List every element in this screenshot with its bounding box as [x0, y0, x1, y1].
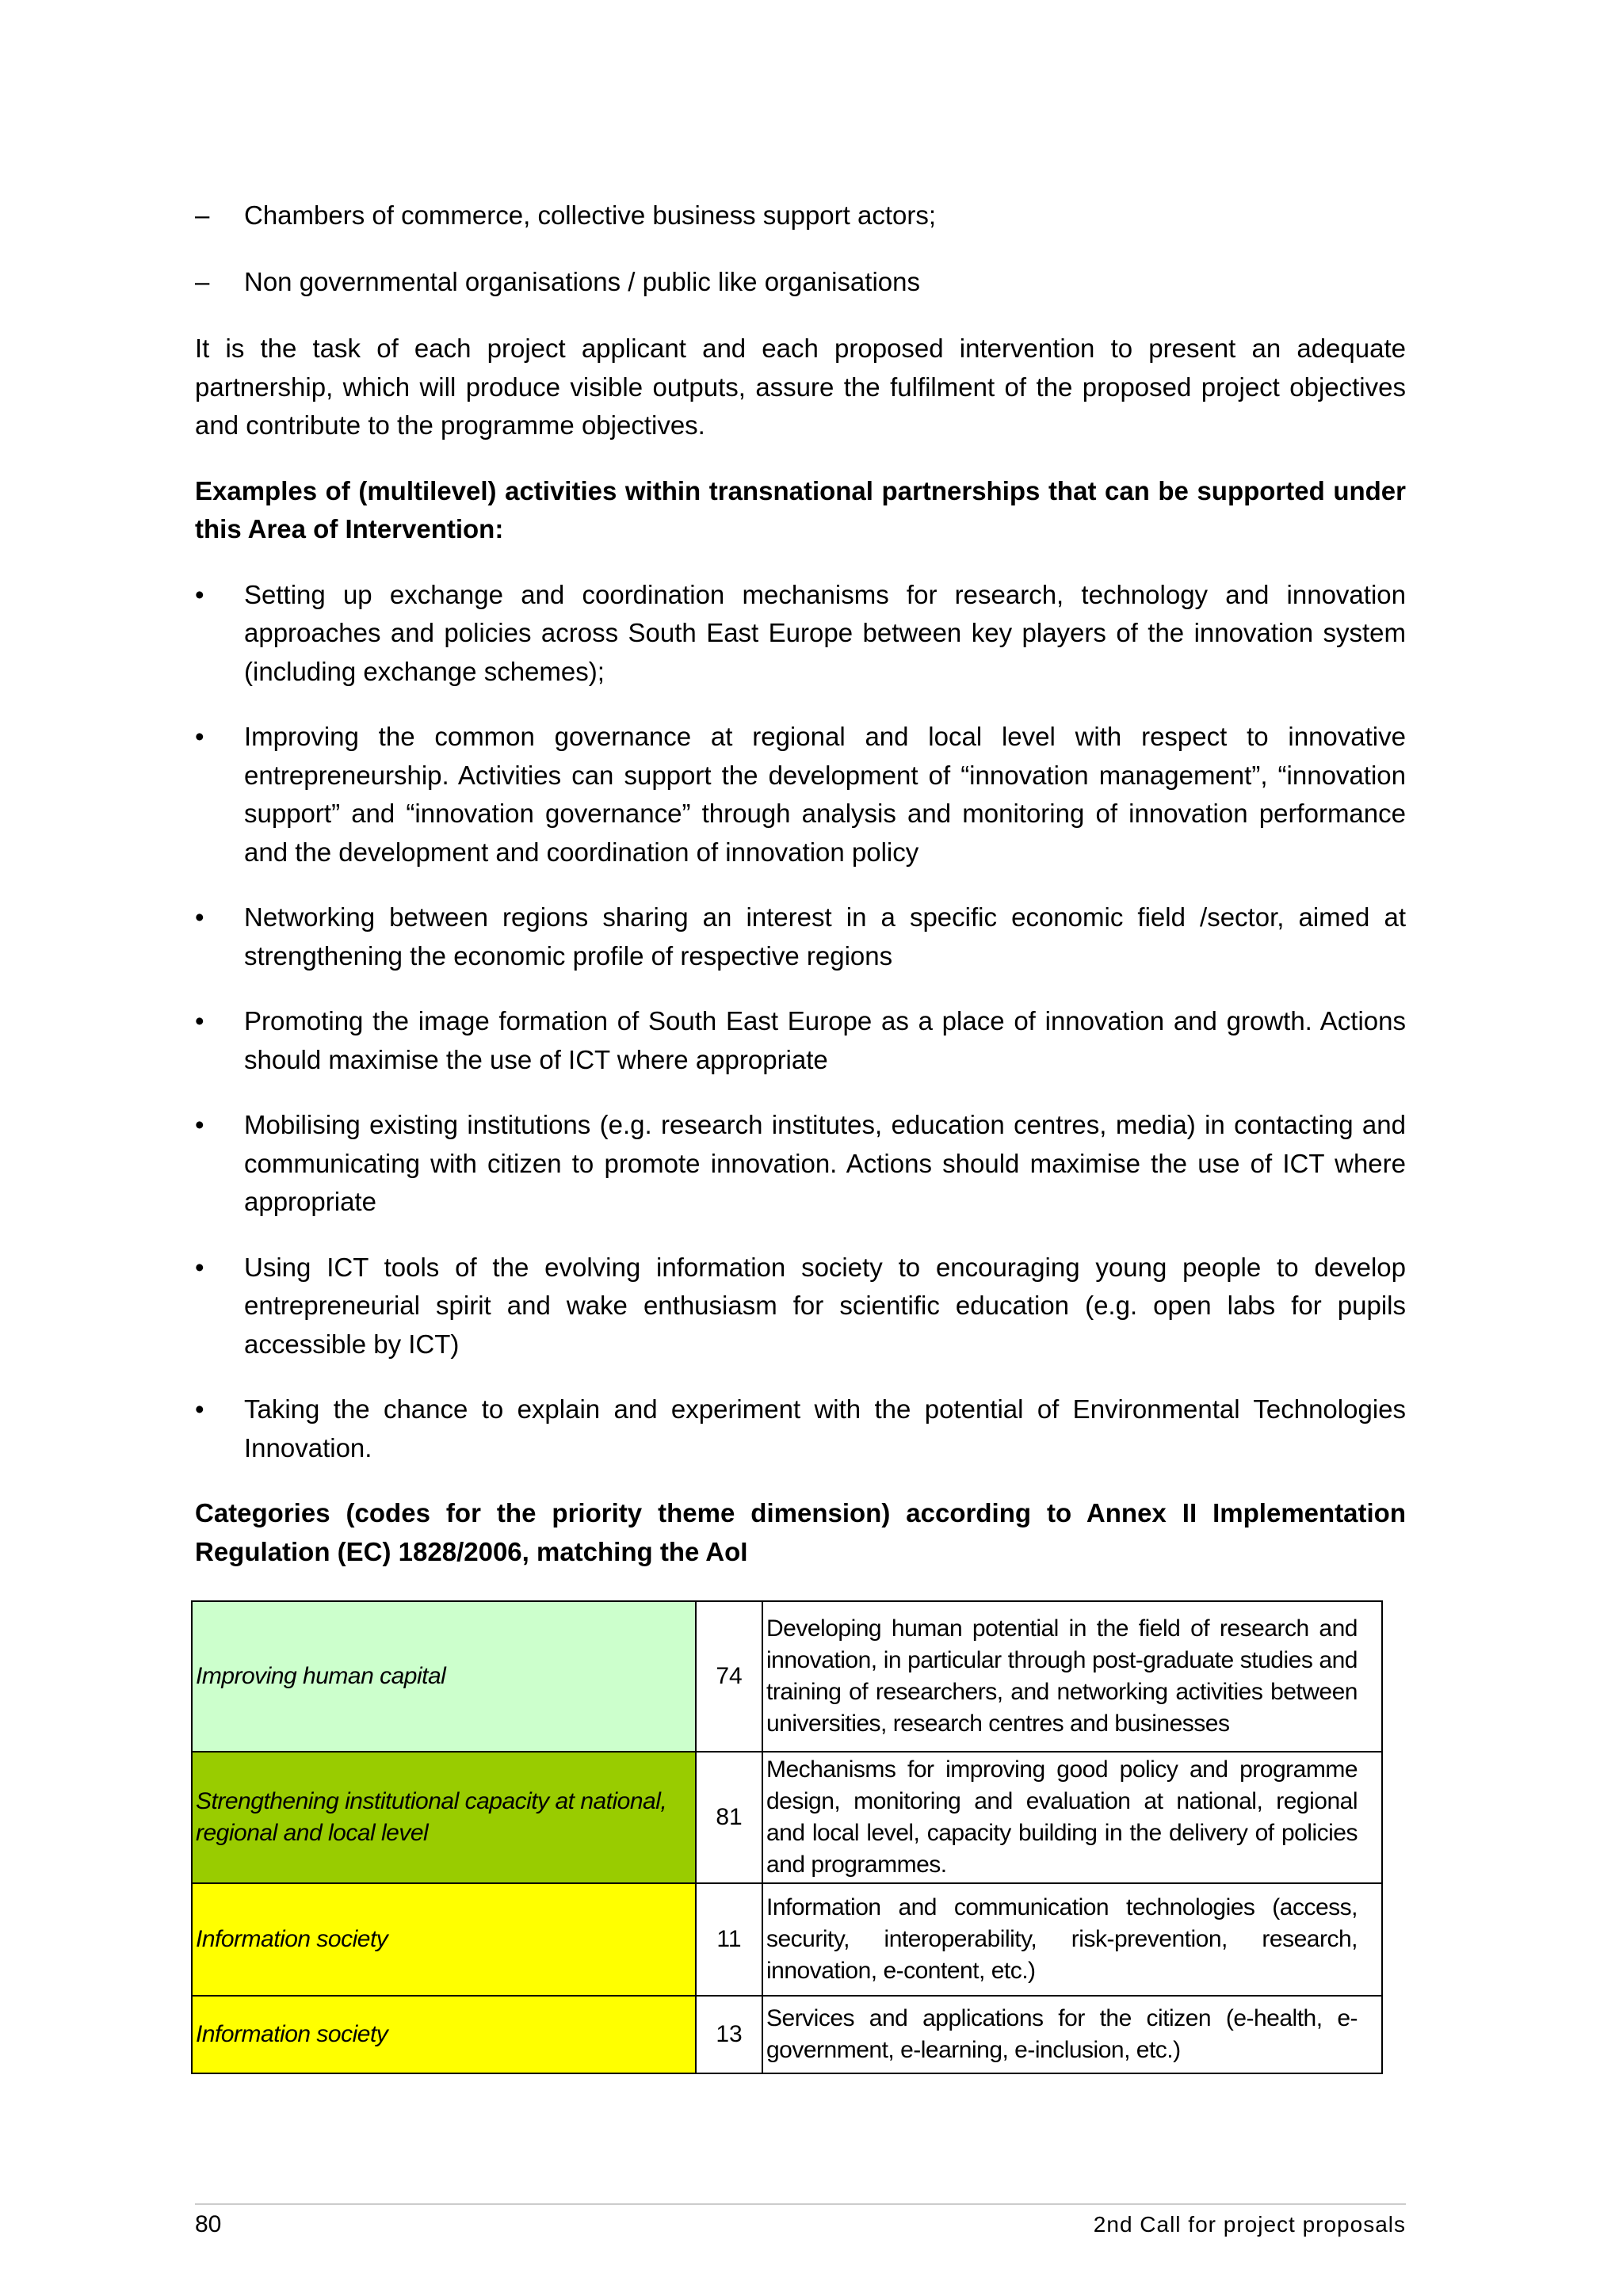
- bullet-icon: •: [195, 579, 204, 609]
- description-cell: Mechanisms for improving good policy and programme design, monitoring and evaluation at national, regional and local level, capacity building in the delivery of policies and programmes.: [762, 1752, 1382, 1883]
- bullet-icon: •: [195, 1006, 204, 1035]
- footer-document-title: 2nd Call for project proposals: [1093, 2212, 1406, 2237]
- activity-item: [195, 898, 1406, 975]
- dash-list: [195, 196, 1406, 301]
- bullet-icon: •: [195, 1252, 204, 1282]
- table-row: [192, 1601, 1382, 1752]
- activity-item: [195, 576, 1406, 692]
- bullet-icon: •: [195, 902, 204, 932]
- activity-text: Improving the common governance at regional and local level with respect to innovative entrepreneurship. Activities can support the development of “innovation management”, “innovation support” and “innovation governance” through analysis and monitoring of innovation performance and the development and coordination of innovation policy: [244, 722, 1406, 867]
- activity-item: [195, 1002, 1406, 1079]
- description-cell: Services and applications for the citizen (e-health, e-government, e-learning, e-inclusion, etc.): [762, 1996, 1382, 2073]
- theme-cell: Information society: [192, 1996, 696, 2073]
- table-row: [192, 1752, 1382, 1883]
- activity-item: [195, 718, 1406, 871]
- footer-page-number: 80: [195, 2211, 222, 2237]
- table-row: [192, 1883, 1382, 1996]
- dash-marker: –: [195, 267, 210, 296]
- code-cell: 11: [696, 1883, 762, 1996]
- activity-item: [195, 1249, 1406, 1364]
- dash-list-item: [195, 263, 1406, 301]
- page-body: [195, 196, 1406, 1598]
- activity-text: Promoting the image formation of South East Europe as a place of innovation and growth. Actions should maximise the use of ICT where appropriate: [244, 1006, 1406, 1074]
- dash-item-text: Non governmental organisations / public like organisations: [244, 267, 920, 296]
- code-cell: 74: [696, 1601, 762, 1752]
- bullet-icon: •: [195, 1394, 204, 1424]
- categories-table: [191, 1600, 1383, 2074]
- dash-item-text: Chambers of commerce, collective business support actors;: [244, 200, 937, 230]
- activity-text: Mobilising existing institutions (e.g. research institutes, education centres, media) in contacting and communicating with citizen to promote innovation. Actions should maximise the use of ICT where appropriate: [244, 1110, 1406, 1216]
- code-cell: 81: [696, 1752, 762, 1883]
- activity-item: [195, 1106, 1406, 1222]
- description-cell: Developing human potential in the field of research and innovation, in particular through post-graduate studies and training of researchers, and networking activities between universities, research centres and businesses: [762, 1601, 1382, 1752]
- dash-list-item: [195, 196, 1406, 235]
- theme-cell: Improving human capital: [192, 1601, 696, 1752]
- bullet-icon: •: [195, 1110, 204, 1139]
- activity-text: Taking the chance to explain and experiment with the potential of Environmental Technologies Innovation.: [244, 1394, 1406, 1463]
- activity-item: [195, 1390, 1406, 1467]
- theme-cell: Strengthening institutional capacity at national, regional and local level: [192, 1752, 696, 1883]
- intro-paragraph: It is the task of each project applicant and each proposed intervention to present an adequate partnership, which will produce visible outputs, assure the fulfilment of the proposed project objectives and contribute to the programme objectives.: [195, 334, 1406, 440]
- activity-text: Setting up exchange and coordination mechanisms for research, technology and innovation approaches and policies across South East Europe between key players of the innovation system (including exchange schemes);: [244, 579, 1406, 686]
- categories-heading: Categories (codes for the priority theme dimension) according to Annex II Implementation Regulation (EC) 1828/2006, matching the AoI: [195, 1498, 1406, 1566]
- examples-heading: Examples of (multilevel) activities within transnational partnerships that can be supported under this Area of Intervention:: [195, 475, 1406, 543]
- table-row: [192, 1996, 1382, 2073]
- activity-text: Using ICT tools of the evolving information society to encouraging young people to develop entrepreneurial spirit and wake enthusiasm for scientific education (e.g. open labs for pupils accessible by ICT): [244, 1252, 1406, 1359]
- activity-text: Networking between regions sharing an interest in a specific economic field /sector, aimed at strengthening the economic profile of respective regions: [244, 902, 1406, 971]
- activities-list: [195, 576, 1406, 1468]
- footer-divider: [195, 2203, 1406, 2205]
- bullet-icon: •: [195, 722, 204, 751]
- theme-cell: Information society: [192, 1883, 696, 1996]
- code-cell: 13: [696, 1996, 762, 2073]
- description-cell: Information and communication technologies (access, security, interoperability, risk-prevention, research, innovation, e-content, etc.): [762, 1883, 1382, 1996]
- dash-marker: –: [195, 200, 210, 230]
